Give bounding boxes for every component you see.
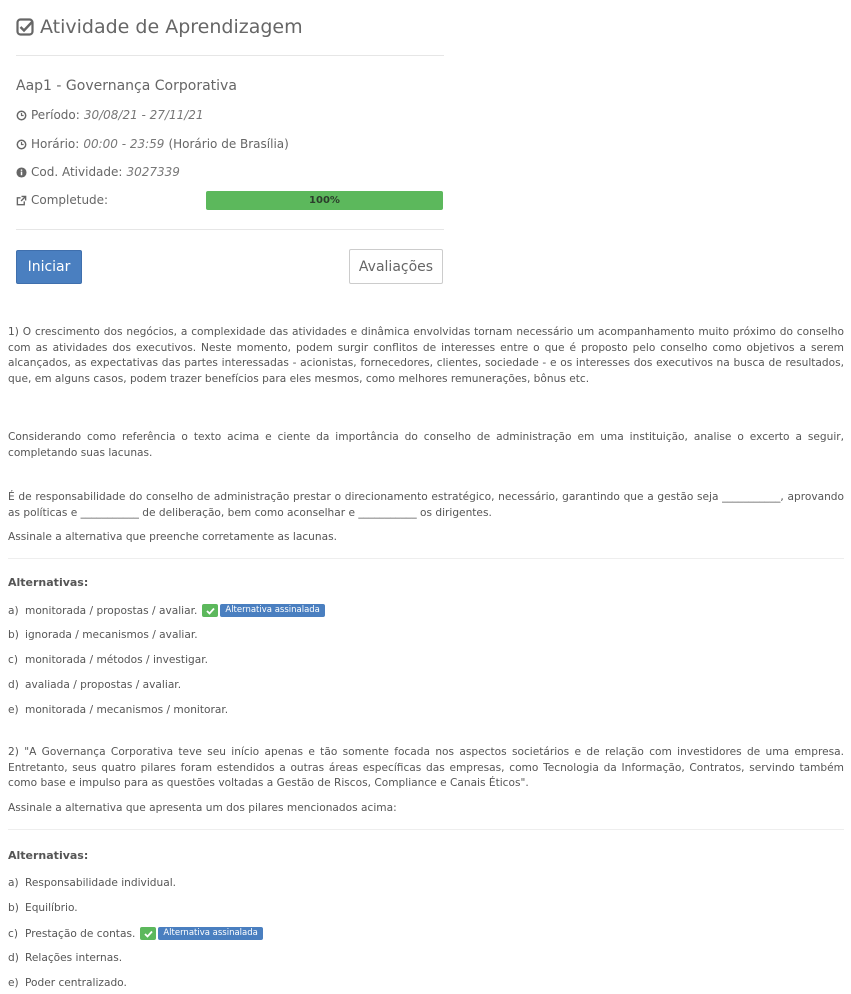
time-row: [16, 137, 289, 151]
page-title: [16, 13, 444, 41]
check-icon: [140, 927, 156, 940]
alternative-letter: a): [8, 877, 19, 889]
alternative-letter: c): [8, 654, 18, 666]
alternatives-heading: Alternativas:: [8, 576, 89, 589]
alternative-letter: b): [8, 629, 19, 641]
alternative-text: monitorada / métodos / investigar.: [25, 654, 208, 666]
selected-badge: Alternativa assinalada: [158, 927, 263, 940]
check-square-icon: [16, 18, 34, 36]
alternative-text: Responsabilidade individual.: [25, 877, 177, 889]
alternative-text: avaliada / propostas / avaliar.: [25, 679, 182, 691]
divider: [16, 55, 444, 56]
alternative-text: Relações internas.: [25, 952, 123, 964]
alternative-text: ignorada / mecanismos / avaliar.: [25, 629, 198, 641]
selected-badge: Alternativa assinalada: [220, 604, 325, 617]
question-1-instruction: Considerando como referência o texto acima e ciente da importância do conselho de administração em uma instituição, analise o excerto a seguir, completando suas lacunas.: [8, 431, 844, 459]
activity-name: Aap1 - Governança Corporativa: [16, 78, 237, 94]
reviews-button[interactable]: Avaliações: [349, 249, 443, 284]
time-label: Horário:: [31, 137, 80, 151]
alternative-letter: e): [8, 977, 19, 989]
alternative-text: monitorada / mecanismos / monitorar.: [25, 704, 229, 716]
alternative-2e[interactable]: [8, 977, 127, 989]
alternative-2d[interactable]: [8, 952, 122, 964]
alternative-1d[interactable]: [8, 679, 181, 691]
code-label: Cod. Atividade:: [31, 165, 123, 179]
code-value: 3027339: [126, 165, 180, 179]
info-icon: [16, 167, 27, 178]
clock-icon: [16, 110, 27, 121]
alternative-letter: d): [8, 952, 19, 964]
alternative-text: Poder centralizado.: [25, 977, 127, 989]
alternative-letter: d): [8, 679, 19, 691]
completeness-row: [16, 193, 108, 207]
question-2-text: 2) "A Governança Corporativa teve seu início apenas e tão somente focada nos aspectos societários e de relação com investidores de uma empresa. Entretanto, seus quatro pilares foram estendidos a outras áreas específicas das empresas, como Tecnologia da Informação, Contratos, servindo também como base e impulso para as questões voltadas a Gestão de Riscos, Compliance e Canais Éticos".: [8, 746, 844, 789]
time-value: 00:00 - 23:59: [83, 137, 165, 151]
question-2-prompt: Assinale a alternativa que apresenta um dos pilares mencionados acima:: [8, 802, 397, 814]
period-row: [16, 108, 204, 122]
external-link-icon: [16, 195, 27, 206]
alternative-text: Equilíbrio.: [25, 902, 78, 914]
page-title-text: Atividade de Aprendizagem: [40, 16, 303, 38]
header: [16, 13, 444, 41]
check-icon: [202, 604, 218, 617]
alternative-letter: c): [8, 927, 18, 940]
alternative-letter: e): [8, 704, 19, 716]
time-suffix: (Horário de Brasília): [168, 137, 289, 151]
alternative-1c[interactable]: [8, 654, 208, 666]
alternative-1e[interactable]: [8, 704, 228, 716]
alternative-2c[interactable]: [8, 927, 263, 940]
start-button[interactable]: Iniciar: [16, 250, 82, 284]
progress-fill: 100%: [206, 191, 443, 210]
alternative-1a[interactable]: [8, 604, 325, 617]
question-1-prompt: Assinale a alternativa que preenche corretamente as lacunas.: [8, 531, 337, 543]
completeness-progress-bar: [206, 191, 443, 210]
alternatives-heading: Alternativas:: [8, 849, 89, 862]
divider: [8, 558, 844, 559]
alternative-text: monitorada / propostas / avaliar.: [25, 604, 198, 617]
alternative-2b[interactable]: [8, 902, 78, 914]
clock-icon: [16, 139, 27, 150]
alternative-text: Prestação de contas.: [25, 927, 136, 940]
alternative-letter: b): [8, 902, 19, 914]
period-label: Período:: [31, 108, 80, 122]
code-row: [16, 165, 180, 179]
alternative-1b[interactable]: [8, 629, 198, 641]
divider: [16, 229, 444, 230]
completeness-label: Completude:: [31, 193, 109, 207]
alternative-letter: a): [8, 604, 19, 617]
question-1-text: 1) O crescimento dos negócios, a complexidade das atividades e dinâmica envolvidas tornam necessário um acompanhamento muito próximo do conselho com as atividades dos executivos. Neste momento, podem surgir conflitos de interesses entre o que é proposto pelo conselho como objetivos a serem alcançados, as expectativas das partes interessadas - acionistas, fornecedores, clientes, sociedade - e os interesses dos executivos na busca de resultados, que, em alguns casos, podem trazer benefícios para eles mesmos, como melhores remunerações, bônus etc.: [8, 326, 844, 385]
period-value: 30/08/21 - 27/11/21: [83, 108, 204, 122]
divider: [8, 829, 844, 830]
alternative-2a[interactable]: [8, 877, 176, 889]
question-1-excerpt: É de responsabilidade do conselho de administração prestar o direcionamento estratégico, necessário, garantindo que a gestão seja ___________, aprovando as políticas e ___________ de deliberação, bem como aconselhar e ___________ os dirigentes.: [8, 491, 844, 519]
